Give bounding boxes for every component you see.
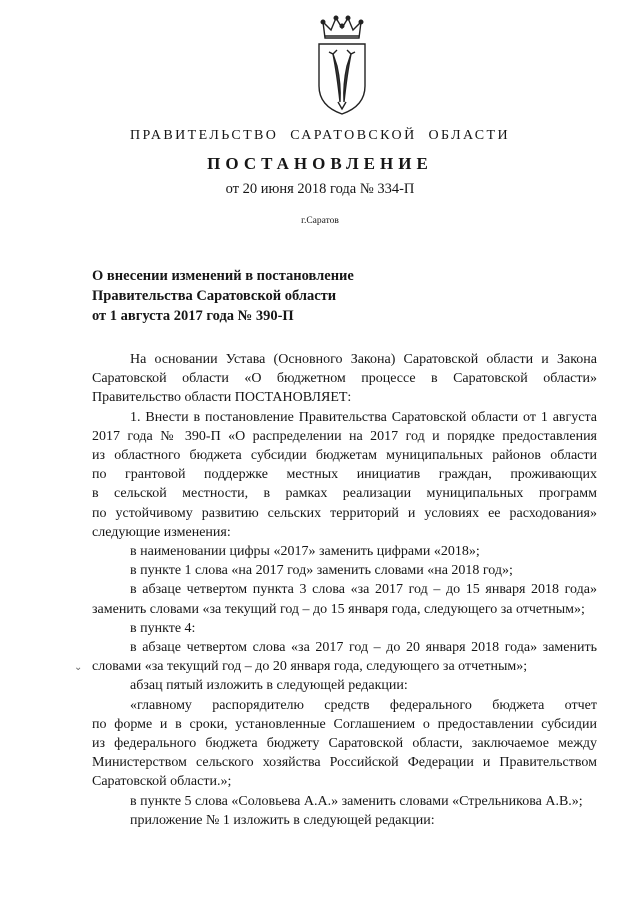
document-body (92, 350, 597, 830)
body-line: заменить словами «за текущий год – до 15 января года, следующего за отчетным»; (92, 601, 585, 617)
body-line: следующие изменения: (92, 524, 231, 540)
document-city: г.Саратов (301, 216, 339, 226)
body-line: словами «за текущий год – до 20 января года, следующего за отчетным»; (92, 659, 528, 675)
title-line: от 1 августа 2017 года № 390-П (92, 308, 294, 324)
body-line: Саратовской области.»; (92, 774, 232, 790)
document-date-number: от 20 июня 2018 года № 334-П (225, 181, 415, 197)
body-line: в пункте 1 слова «на 2017 год» заменить словами «на 2018 год»; (130, 563, 513, 579)
body-line: в пункте 4: (130, 620, 196, 636)
body-line: Министерством сельского хозяйства Российской Федерации и Правительством (92, 755, 597, 771)
body-line: Правительство области ПОСТАНОВЛЯЕТ: (92, 390, 352, 406)
body-line: На основании Устава (Основного Закона) Саратовской области и Закона (130, 352, 597, 367)
body-line: 1. Внести в постановление Правительства Саратовской области от 1 августа (130, 409, 597, 425)
body-line: в абзаце четвертом пункта 3 слова «за 2017 год – до 15 января 2018 года» (130, 582, 597, 598)
body-line: в сельской местности, в рамках реализации муниципальных программ (92, 486, 597, 502)
government-name: ПРАВИТЕЛЬСТВО САРАТОВСКОЙ ОБЛАСТИ (129, 128, 510, 143)
body-line: в пункте 5 слова «Соловьева А.А.» заменить словами «Стрельникова А.В.»; (130, 793, 583, 809)
saratov-coat-of-arms-icon (311, 14, 373, 118)
body-line: приложение № 1 изложить в следующей редакции: (130, 812, 435, 828)
title-line: Правительства Саратовской области (92, 288, 337, 304)
document-type: ПОСТАНОВЛЕНИЕ (207, 154, 433, 173)
body-line: Саратовской области «О бюджетном процессе в Саратовской области» (92, 371, 597, 387)
body-line: по устойчивому развитию сельских территорий и условиях ее расходования» (92, 505, 597, 521)
margin-mark: ⌄ (74, 662, 83, 673)
body-line: из областного бюджета субсидии бюджетам муниципальных районов области (92, 448, 597, 464)
body-line: в наименовании цифры «2017» заменить цифрами «2018»; (130, 544, 480, 560)
document-title (92, 266, 552, 326)
body-line: 2017 года № 390-П «О распределении на 2017 год и порядке предоставления (92, 428, 597, 444)
body-line: «главному распорядителю средств федерального бюджета отчет (130, 697, 597, 713)
body-line: по форме и в сроки, установленные Соглашением о предоставлении субсидии (92, 716, 597, 732)
body-line: по грантовой поддержке местных инициатив граждан, проживающих (92, 467, 597, 483)
body-line: из федерального бюджета бюджету Саратовской области, заключаемое между (92, 736, 597, 752)
body-line: абзац пятый изложить в следующей редакции: (130, 678, 408, 694)
body-line: в абзаце четвертом слова «за 2017 год – до 20 января 2018 года» заменить (130, 640, 597, 656)
title-line: О внесении изменений в постановление (92, 268, 354, 284)
